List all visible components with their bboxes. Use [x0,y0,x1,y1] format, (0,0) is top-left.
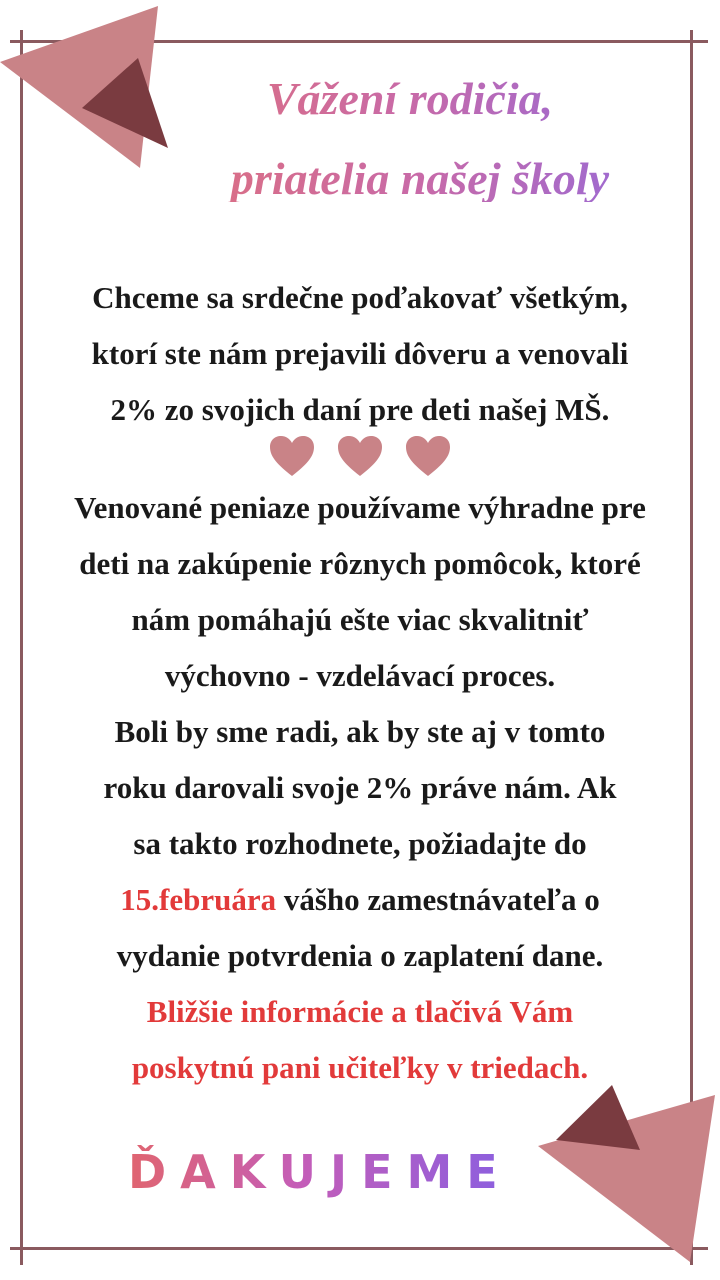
info-line: Bližšie informácie a tlačivá Vám [146,994,574,1029]
paragraph-line [30,872,690,928]
heart-icon [404,434,452,478]
paragraph-line: vydanie potvrdenia o zaplatení dane. [116,938,604,973]
request-paragraph [30,704,690,1096]
paragraph-line: sa takto rozhodnete, požiadajte do [133,826,587,861]
heart-icon [268,434,316,478]
info-line: poskytnú pani učiteľky v triedach. [131,1050,589,1085]
title-line-1: Vážení rodičia, [150,76,670,122]
heart-icon [336,434,384,478]
thanks-heading: ĎAKUJEME [128,1145,512,1199]
paragraph-line: výchovno - vzdelávací proces. [164,658,556,693]
paragraph-line: Boli by sme radi, ak by ste aj v tomto [114,714,606,749]
deadline-rest: vášho zamestnávateľa o [276,882,600,917]
paragraph-line: nám pomáhajú ešte viac skvalitniť [131,602,589,637]
hearts-row [0,434,720,483]
paragraph-line: roku darovali svoje 2% práve nám. Ak [103,770,617,805]
paragraph-line: 2% zo svojich daní pre deti našej MŠ. [110,392,610,427]
paragraph-line: Chceme sa srdečne poďakovať všetkým, [92,280,628,315]
title-line-2: priatelia našej školy [140,156,700,202]
deadline-date: 15.februára [120,882,277,917]
paragraph-line: ktorí ste nám prejavili dôveru a venovali [91,336,629,371]
usage-paragraph [30,480,690,704]
thanks-paragraph [30,270,690,438]
paragraph-line: deti na zakúpenie rôznych pomôcok, ktoré [79,546,641,581]
paragraph-line: Venované peniaze používame výhradne pre [74,490,646,525]
